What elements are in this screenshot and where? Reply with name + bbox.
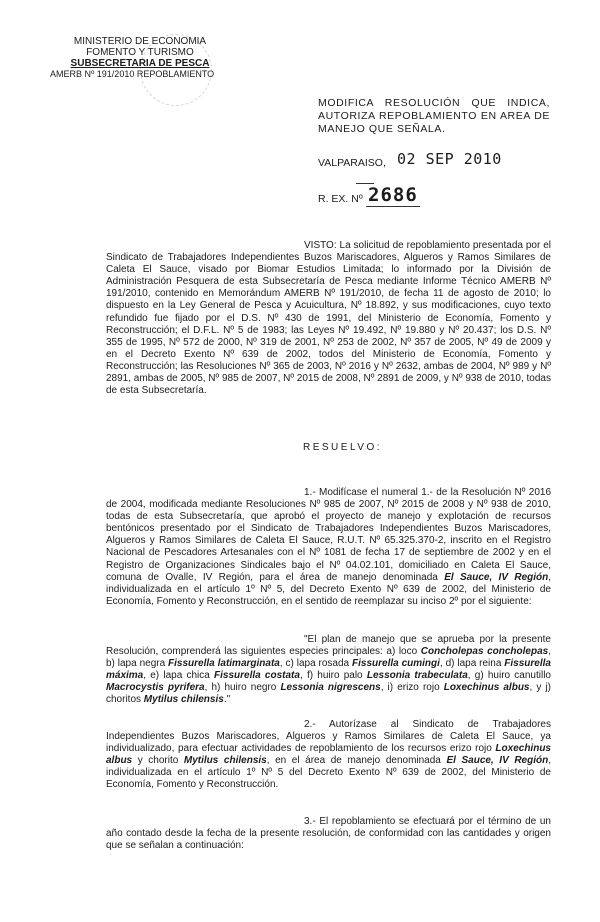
species-sep: , i) erizo rojo [380, 682, 444, 694]
species-erizo-rojo: Loxechinus albus [443, 682, 530, 694]
resolution-subject: MODIFICA RESOLUCIÓN QUE INDICA, AUTORIZA REPOBLAMIENTO EN AREA DE MANEJO QUE SEÑALA. [318, 97, 550, 135]
article-3-paragraph: 3.- El repoblamiento se efectuará por el término de un año contado desde la fecha de la presente resolución, de conformidad con las cantidades y origen que se señalan a continuación: [106, 816, 551, 852]
article-2-text-c: , en el área de manejo denominada [266, 755, 447, 767]
rex-label: R. EX. Nº [318, 193, 363, 205]
header-line-amerb: AMERB Nº 191/2010 REPOBLAMIENTO [50, 69, 215, 79]
article-2-text-a: 2.- Autorízase al Sindicato de Trabajadores Independientes Buzos Mariscadores, Algueros y Ramos Similares de Caleta El Sauce, ya individualizado, para efectuar actividades de repoblamiento de los recursos erizo rojo [106, 719, 551, 755]
species-sep: , e) lapa chica [143, 670, 215, 682]
article-2-area-name: El Sauce, IV Región [446, 755, 549, 767]
species-sep: , g) huiro canutillo [467, 670, 551, 682]
article-1-quoted-species [106, 634, 551, 707]
article-1-area-name: El Sauce, IV Región [444, 571, 549, 583]
article-2-species-erizo: Loxechinus albus [106, 743, 551, 767]
species-choritos: Mytilus chilensis [143, 694, 224, 706]
species-huiro-negro: Lessonia nigrescens [280, 682, 381, 694]
header-line-ministry: MINISTERIO DE ECONOMIA [73, 36, 207, 47]
species-intro: "El plan de manejo que se aprueba por la presente Resolución, comprenderá las siguientes especies principales: a) loco [106, 634, 551, 658]
header-line-fomento: FOMENTO Y TURISMO [86, 47, 194, 58]
article-2-paragraph [106, 719, 551, 792]
species-end: ." [223, 694, 231, 706]
article-2-text-b: y chorito [132, 755, 184, 767]
place-label: VALPARAISO, [318, 157, 386, 169]
species-loco: Concholepas concholepas [420, 646, 549, 658]
species-sep: , b) lapa negra [106, 646, 551, 670]
species-lapa-negra: Fissurella latimarginata [168, 658, 280, 670]
article-2-species-chorito: Mytilus chilensis [183, 755, 267, 767]
visto-paragraph: VISTO: La solicitud de repoblamiento presentada por el Sindicato de Trabajadores Independientes Buzos Mariscadores, Algueros y Ramos Similares de Caleta El Sauce, visado por Biomar Estudios Limitada; lo informado por la División de Administración Pesquera de esta Subsecretaría de Pesca mediante Informe Técnico AMERB Nº 191/2010, contenido en Memorándum AMERB Nº 191/2010, de fecha 11 de agosto de 2010; lo dispuesto en la Ley General de Pesca y Acuicultura, Nº 18.892, y sus modificaciones, cuyo texto refundido fue fijado por el D.S. Nº 430 de 1991, del Ministerio de Economía, Fomento y Reconstrucción; el D.F.L. Nº 5 de 1983; las Leyes Nº 19.492, Nº 19.880 y Nº 20.437; los D.S. Nº 355 de 1995, Nº 572 de 2000, Nº 319 de 2001, Nº 253 de 2002, Nº 357 de 2005, Nº 49 de 2009 y en el Decreto Exento Nº 639 de 2002, todos del Ministerio de Economía, Fomento y Reconstrucción; las Resoluciones Nº 365 de 2003, Nº 2016 y Nº 2632, ambas de 2004, Nº 989 y Nº 2891, ambas de 2005, Nº 985 de 2007, Nº 2015 de 2008, Nº 2891 de 2009, y Nº 938 de 2010, todas de esta Subsecretaría. [106, 240, 551, 397]
species-huiro-palo: Lessonia trabeculata [366, 670, 468, 682]
species-lapa-reina: Fissurella máxima [106, 658, 551, 682]
article-2-text-d: , individualizada en el artículo 1º Nº 5 del Decreto Exento Nº 639 de 2002, del Ministerio de Economía, Fomento y Reconstrucción. [106, 755, 551, 791]
species-lapa-chica: Fissurella costata [214, 670, 300, 682]
species-sep: , c) lapa rosada [279, 658, 352, 670]
species-sep: , d) lapa reina [439, 658, 505, 670]
species-lapa-rosada: Fissurella cumingi [352, 658, 440, 670]
rex-number: 2686 [368, 184, 418, 206]
article-1-paragraph [106, 487, 551, 608]
header-line-subsecretaria: SUBSECRETARIA DE PESCA [70, 58, 210, 69]
species-sep: , h) huiro negro [204, 682, 281, 694]
resuelvo-heading: RESUELVO: [303, 442, 382, 453]
species-sep: , f) huiro palo [299, 670, 367, 682]
species-sep: , y j) choritos [106, 682, 552, 706]
species-huiro-canutillo: Macrocystis pyrifera [106, 682, 205, 694]
article-1-text-b: , individualizada en el artículo 1º Nº 5, del Decreto Exento Nº 639 de 2002, del Ministerio de Economía, Fomento y Reconstrucción, en el sentido de reemplazar su inciso 2º por el siguiente: [106, 571, 552, 607]
article-1-text-a: 1.- Modifícase el numeral 1.- de la Resolución Nº 2016 de 2004, modificada mediante Resoluciones Nº 985 de 2007, Nº 2015 de 2008 y Nº 938 de 2010, todas de esta Subsecretaría, que aprobó el proyecto de manejo y explotación de recursos bentónicos presentado por el Sindicato de Trabajadores Independientes Buzos Mariscadores, Algueros y Ramos Similares de Caleta El Sauce, R.U.T. Nº 65.325.370-2, inscrito en el Registro Nacional de Pescadores Artesanales con el Nº 1081 de fecha 17 de septiembre de 2002 y en el Registro de Organizaciones Sindicales bajo el Nº 04.02.101, domiciliado en Caleta El Sauce, comuna de Ovalle, IV Región, para el área de manejo denominada [106, 487, 551, 583]
ministry-header [50, 36, 230, 80]
date-stamp: 02 SEP 2010 [397, 150, 502, 168]
